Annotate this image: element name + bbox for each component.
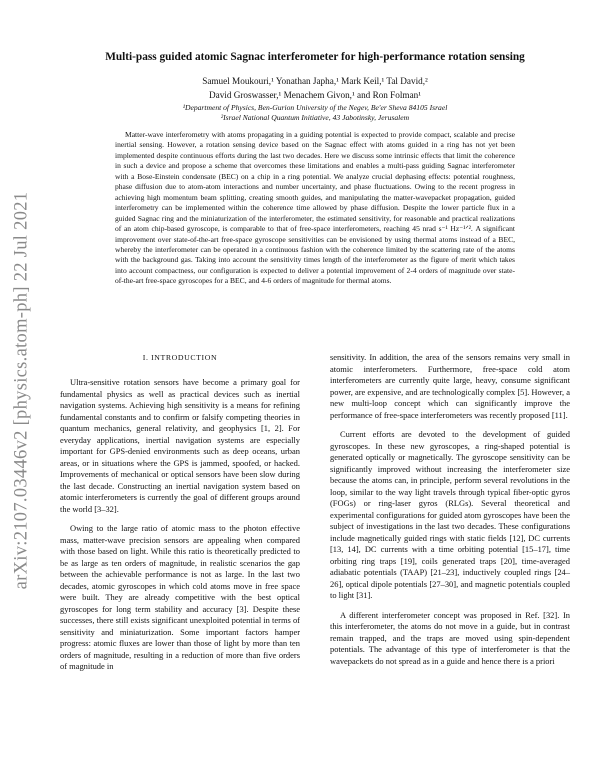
author-line-1: Samuel Moukouri,¹ Yonathan Japha,¹ Mark Keil,¹ Tal David,² xyxy=(202,76,428,86)
paragraph: sensitivity. In addition, the area of the sensors remains very small in atomic interferometers. Furthermore, free-space cold atom interferometers are currently quite large, heavy, consume significant power, are expensive, and are technologically complex [5]. However, a new multi-loop concept which can significantly improve the performance of free-space interferometers was recently proposed [11]. xyxy=(330,352,570,420)
affiliations xyxy=(100,103,530,123)
arxiv-identifier xyxy=(4,160,40,620)
right-column xyxy=(330,352,570,675)
author-list xyxy=(110,74,520,102)
paragraph: Current efforts are devoted to the development of guided gyroscopes. In these new gyroscopes, a ring-shaped potential is generated optically or magnetically. The gyroscope sensitivity can be significantly improved without increasing the interferometer size because the atoms can, in principle, perform several revolutions in the loop, similar to the way light travels through typical fiber-optic gyros (FOGs) or ring-laser gyros (RLGs). Several theoretical and experimental configurations for guided atom gyroscopes have been the subject of investigations in the last two decades. These configurations include magnetically guided rings with static fields [12], DC currents [13, 14], DC currents with a time orbiting potential [15–17], time orbiting ring traps [19], coils generated traps [20], time-averaged adiabatic potentials (TAAP) [21–23], inductively coupled rings [24–26], optical dipole potentials [27–30], and magnetic potentials coupled to light [31]. xyxy=(330,429,570,600)
section-heading-introduction: I. INTRODUCTION xyxy=(142,353,218,362)
arxiv-identifier-text: arXiv:2107.03446v2 [physics.atom-ph] 22 Jul 2021 xyxy=(11,191,32,589)
paragraph: Ultra-sensitive rotation sensors have become a primary goal for fundamental physics as well as practical devices such as inertial navigation systems. Achieving high sensitivity is a means for refining fundamental constants and to confirm or falsify competing theories in quantum mechanics, general relativity, and geophysics [1, 2]. For everyday applications, inertial navigation systems are especially important for GPS-denied environments such as deep oceans, urban areas, or in situations where the GPS is jammed, spoofed, or hacked. Improvements of mechanical or optical sensors have been slow during the last decade. Constructing an inertial navigation system based on atomic interferometers is currently the goal of different groups around the world [3–32]. xyxy=(60,377,300,514)
affiliation-2: ²Israel National Quantum Initiative, 43 Jabotinsky, Jerusalem xyxy=(220,113,410,122)
paragraph: Owing to the large ratio of atomic mass to the photon effective mass, matter-wave precision sensors are appealing when compared with those based on light. While this ratio is theoretically predicted to be as large as ten orders of magnitude, in realistic scenarios the gap between the achievable performance is not as large. In the last two decades, atomic gyroscopes in which cold atoms move in free space were built. They are already competitive with the best optical gyroscopes for long term stability and accuracy [3]. Despite these successes, there still exists significant unexploited potential in terms of sensitivity and miniaturization. Some important factors hamper progress: atomic fluxes are lower than those of light by more than ten orders of magnitude, resulting in a reduction of more than five orders of magnitude in xyxy=(60,523,300,671)
author-line-2: David Groswasser,¹ Menachem Givon,¹ and Ron Folman¹ xyxy=(208,90,422,100)
left-column xyxy=(60,377,300,681)
abstract: Matter-wave interferometry with atoms propagating in a guiding potential is expected to provide compact, scalable and precise inertial sensing. However, a rotation sensing device based on the Sagnac effect with atoms guided in a ring has not yet been implemented despite continuous efforts during the last two decades. Here we discuss some intrinsic effects that limit the coherence in such a device and propose a scheme that overcomes these limitations and enables a multi-pass guiding Sagnac interferometer with a Bose-Einstein condensate (BEC) on a chip in a ring potential. We analyze crucial dephasing effects: potential roughness, phase diffusion due to atom-atom interactions and number uncertainty, and phase fluctuations. Owing to the recent progress in achieving high momentum beam splitting, creating smooth guides, and manipulating the matter-wavepacket propagation, guided interferometry can be implemented within the coherence time allowed by phase diffusion. Despite the lower particle flux in a guided Sagnac ring and the miniaturization of the interferometer, the estimated sensitivity, for reasonable and practical realizations of an atom chip-based gyroscope, is comparable to that of free-space interferometers, reaching 45 nrad s⁻¹ Hz⁻¹ᐟ². A significant improvement over state-of-the-art free-space gyroscope sensitivities can be envisioned by using thermal atoms instead of a BEC, whereby the interferometer can be operated in a continuous fashion with the coherence limited by the scattering rate of the atoms with the background gas. Taking into account the sensitivity times length of the interferometer as the figure of merit which takes into account compactness, our configuration is expected to deliver a potential improvement of 2-4 orders of magnitude over state-of-the-art free-space gyroscopes for a BEC, and 4-6 orders of magnitude for thermal atoms. xyxy=(115,130,515,286)
paragraph: A different interferometer concept was proposed in Ref. [32]. In this interferometer, the atoms do not move in a guide, but in contrast remain trapped, and the traps are moved using spin-dependent potentials. The advantage of this type of interferometer is that the wavepackets do not spread as in a guide and hence there is a priori xyxy=(330,609,570,666)
paper-title: Multi-pass guided atomic Sagnac interferometer for high-performance rotation sensing xyxy=(105,51,525,63)
affiliation-1: ¹Department of Physics, Ben-Gurion University of the Negev, Be'er Sheva 84105 Israel xyxy=(182,103,448,112)
